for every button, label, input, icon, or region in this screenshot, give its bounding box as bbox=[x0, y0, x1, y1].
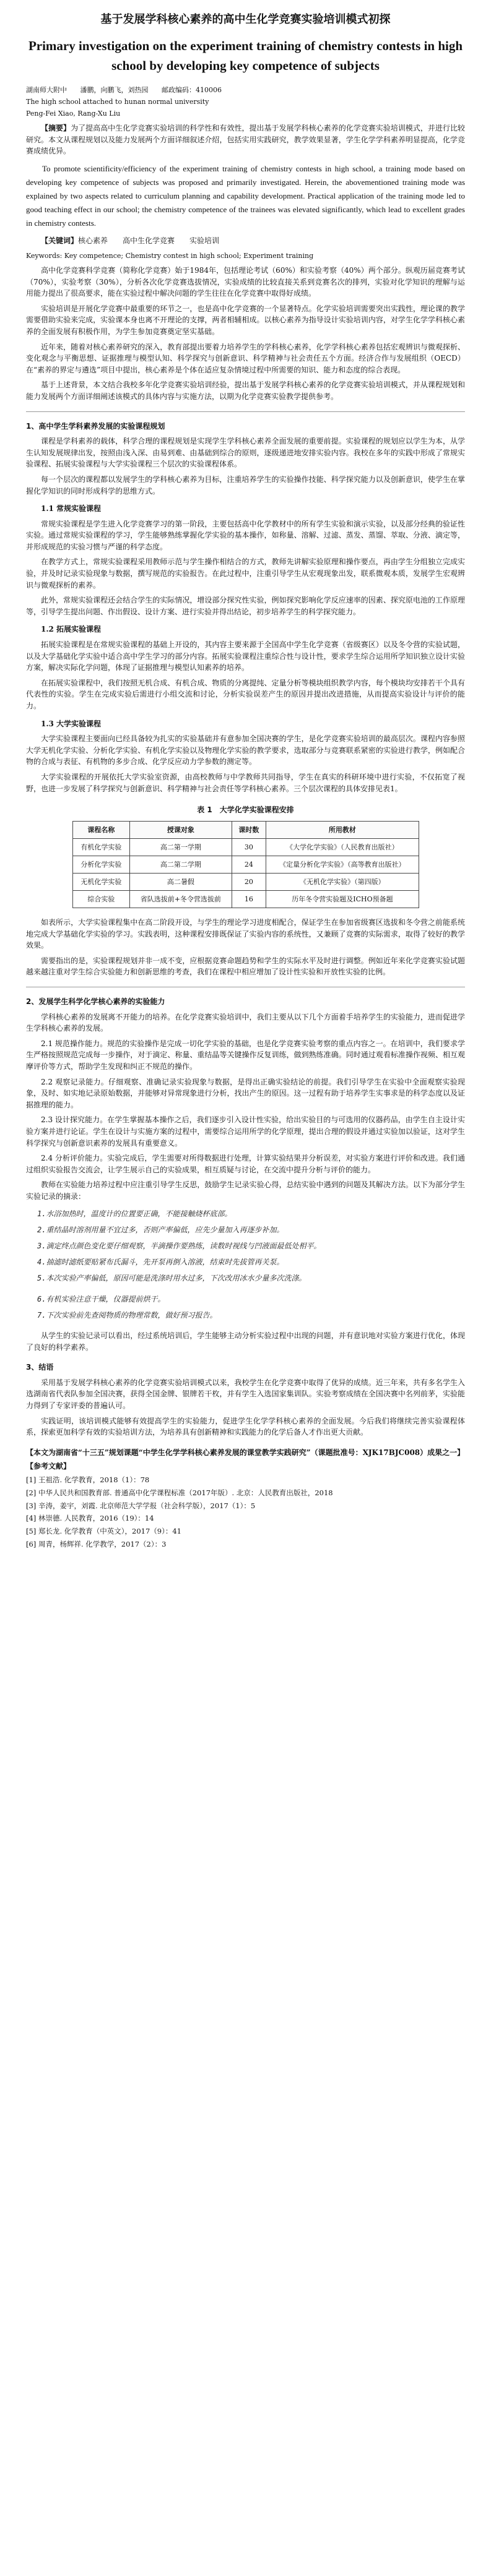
handwritten-notes bbox=[26, 1207, 465, 1285]
table-cell: 24 bbox=[232, 856, 266, 873]
intro-paragraph: 实验培训是开展化学竞赛中最重要的环节之一，也是高中化学竞赛的一个显著特点。化学实验培训需要突出实践性，理论课的教学需要借助实验来完成，实验课本身也离不开理论的支撑，两者相辅相成。以核心素养为指导设计实验培训内容，对学生化学学科核心素养的全面发展有积极作用，为学生参加竞赛奠定坚实基础。 bbox=[26, 304, 465, 336]
subsection-1-3-heading: 1.3 大学实验课程 bbox=[41, 719, 102, 728]
keywords-cn bbox=[26, 235, 465, 247]
authors-en: Peng-Fei Xiao, Rang-Xu Liu bbox=[26, 109, 121, 118]
table-cell: 《定量分析化学实验》（高等教育出版社） bbox=[266, 856, 419, 873]
reference-item: [3] 辛涛，姜宇，刘霞. 北京师范大学学报（社会科学版），2017（1）：5 bbox=[26, 1501, 256, 1510]
table-cell: 分析化学实验 bbox=[72, 856, 130, 873]
section-divider bbox=[26, 411, 465, 412]
subsection-1-2-paragraph: 在拓展实验课程中，我们按照无机合成、有机合成、物质的分离提纯、定量分析等模块组织教学内容，每个模块均安排若干个具有代表性的实验。学生在完成实验后需进行小组交流和讨论，分析实验误差产生的原因并提出改进措施，从而提高实验设计与评价的能力。 bbox=[26, 678, 465, 711]
author-line-cn bbox=[26, 85, 465, 95]
handwritten-notes-2 bbox=[26, 1292, 465, 1323]
subsection-1-2-paragraph: 拓展实验课程是在常规实验课程的基础上开设的，其内容主要来源于全国高中学生化学竞赛（省级赛区）以及冬令营的实验试题，以及大学基础化学实验中适合高中学生学习的部分内容。拓展实验课程注重综合性与设计性，要求学生综合运用所学知识独立设计实验方案，解决实际化学问题，体现了证据推理与模型认知素养的培养。 bbox=[26, 640, 465, 672]
subsection-1-1-heading: 1.1 常规实验课程 bbox=[41, 504, 102, 513]
affiliation-en: The high school attached to hunan normal university bbox=[26, 98, 209, 106]
table-header-cell: 所用教材 bbox=[266, 821, 419, 838]
handwritten-note-line: 4.抽滤时滤纸要贴紧布氏漏斗，先开泵再倒入溶液，结束时先拔管再关泵。 bbox=[37, 1257, 284, 1266]
table-cell: 20 bbox=[232, 873, 266, 890]
subsection-1-3-paragraph: 大学实验课程的开展依托大学实验室资源，由高校教师与中学教师共同指导，学生在真实的科研环境中进行实验，不仅拓宽了视野，也进一步发展了科学探究与创新意识、科学精神与社会责任等学科核心素养。三个层次课程的具体安排见表1。 bbox=[26, 772, 465, 793]
table-cell: 高二暑假 bbox=[130, 873, 232, 890]
table-cell: 有机化学实验 bbox=[72, 838, 130, 856]
table-header-cell: 课时数 bbox=[232, 821, 266, 838]
curriculum-table bbox=[72, 821, 419, 908]
table-cell: 《无机化学实验》（第四版） bbox=[266, 873, 419, 890]
reference-item: [4] 林崇德. 人民教育，2016（19）：14 bbox=[26, 1514, 154, 1523]
table-header-cell: 课程名称 bbox=[72, 821, 130, 838]
intro-paragraph: 近年来，随着对核心素养研究的深入，教育部提出要着力培养学生的学科核心素养，化学学科核心素养包括宏观辨识与微观探析、变化观念与平衡思想、证据推理与模型认知、科学探究与创新意识、科学精神与社会责任五个方面。经济合作与发展组织（OECD）在“素养的界定与遴选”项目中提出，核心素养是个体在适应复杂情境过程中所需要的知识、能力和态度的综合表现。 bbox=[26, 342, 465, 374]
after-table-paragraph: 需要指出的是，实验课程规划并非一成不变，应根据竞赛命题趋势和学生的实际水平及时进行调整。例如近年来化学竞赛实验试题越来越注重对学生综合实验能力和创新思维的考查，我们在课程中相应增加了设计性实验和开放性实验的比例。 bbox=[26, 956, 465, 977]
paper-title-cn: 基于发展学科核心素养的高中生化学竞赛实验培训模式初探 bbox=[100, 13, 391, 26]
section-1-paragraph: 每一个层次的课程都以发展学生的学科核心素养为目标，注重培养学生的实验操作技能、科学探究能力以及创新意识，使学生在掌握化学知识的同时形成科学的思维方式。 bbox=[26, 474, 465, 496]
section-2-paragraph: 从学生的实验记录可以看出，经过系统培训后，学生能够主动分析实验过程中出现的问题，并有意识地对实验方案进行优化，体现了良好的科学素养。 bbox=[26, 1331, 465, 1352]
subsection-1-2-heading: 1.2 拓展实验课程 bbox=[41, 625, 102, 634]
section-3-paragraph: 采用基于发展学科核心素养的化学竞赛实验培训模式以来，我校学生在化学竞赛中取得了优异的成绩。近三年来，共有多名学生入选湖南省代表队参加全国决赛，获得全国金牌、银牌若干枚，并有学生入选国家集训队。实验考察成绩在全国决赛中名列前茅，实验能力得到了专家评委的普遍认可。 bbox=[26, 1378, 465, 1410]
handwritten-note-line: 2.重结晶时溶剂用量不宜过多，否则产率偏低，应先少量加入再逐步补加。 bbox=[37, 1226, 284, 1235]
section-3-paragraph: 实践证明，该培训模式能够有效提高学生的实验能力，促进学生化学学科核心素养的全面发展。今后我们将继续完善实验课程体系，探索更加科学有效的实验培训方法，为培养具有创新精神和实践能力的化学后备人才作出更大贡献。 bbox=[26, 1416, 465, 1437]
section-2-paragraph: 2.4 分析评价能力。实验完成后，学生需要对所得数据进行处理，计算实验结果并分析误差，对实验方案进行评价和改进。我们通过组织实验报告交流会，让学生展示自己的实验成果，相互质疑与讨论，在交流中提升分析与评价的能力。 bbox=[26, 1154, 465, 1174]
handwritten-note-line: 6.有机实验注意干燥，仪器提前烘干。 bbox=[37, 1295, 165, 1304]
section-2-paragraph: 2.3 设计探究能力。在学生掌握基本操作之后，我们逐步引入设计性实验，给出实验目的与可选用的仪器药品，由学生自主设计实验方案并进行论证。学生在设计与实施方案的过程中，需要综合运用所学的化学原理，提出合理的假设并通过实验加以验证，这对学生科学探究与创新意识素养的发展具有重要意义。 bbox=[26, 1115, 465, 1148]
table-header-cell: 授课对象 bbox=[130, 821, 232, 838]
table-caption: 表 1 大学化学实验课程安排 bbox=[197, 805, 294, 815]
section-2-paragraph: 2.2 观察记录能力。仔细观察、准确记录实验现象与数据，是得出正确实验结论的前提。我们引导学生在实验中全面观察实验现象，及时、如实地记录原始数据，并能够对异常现象进行分析，找出产生的原因。这一过程有助于培养学生实事求是的科学态度以及证据推理的能力。 bbox=[26, 1077, 465, 1109]
reference-item: [1] 王祖浩. 化学教育，2018（1）：78 bbox=[26, 1475, 150, 1484]
table-cell: 高二第一学期 bbox=[130, 838, 232, 856]
table-cell: 30 bbox=[232, 838, 266, 856]
handwritten-note-line: 1.水浴加热时，温度计的位置要正确，不能接触烧杯底部。 bbox=[37, 1209, 232, 1219]
affiliation-cn: 湖南师大附中 bbox=[26, 85, 67, 94]
table-cell: 综合实验 bbox=[72, 890, 130, 908]
table-row bbox=[72, 838, 419, 856]
abstract-label: 【摘要】 bbox=[41, 124, 71, 133]
postcode: 邮政编码：410006 bbox=[162, 85, 222, 94]
section-2-heading: 2、发展学生科学化学核心素养的实验能力 bbox=[26, 997, 165, 1006]
paper-title-en: Primary investigation on the experiment training of chemistry contests in high school by developing key competence of subjects bbox=[28, 38, 463, 74]
table-cell: 无机化学实验 bbox=[72, 873, 130, 890]
keywords-label: 【关键词】 bbox=[41, 236, 79, 246]
authors-cn: 潘鹏，向鹏飞，刘热园 bbox=[80, 85, 149, 94]
subsection-1-1-paragraph: 常规实验课程是学生进入化学竞赛学习的第一阶段，主要包括高中化学教材中的所有学生实验和演示实验，以及部分经典的验证性实验。通过常规实验课程的学习，学生能够熟练掌握化学实验的基本操作，如称量、溶解、过滤、蒸发、蒸馏、萃取、分液、滴定等，并形成规范的实验习惯与严谨的科学态度。 bbox=[26, 519, 465, 551]
table-cell: 省队选拔前+冬令营选拔前 bbox=[130, 890, 232, 908]
handwritten-note-line: 5.本次实验产率偏低，原因可能是洗涤时用水过多，下次改用冰水少量多次洗涤。 bbox=[37, 1273, 306, 1282]
table-cell: 16 bbox=[232, 890, 266, 908]
section-2-paragraph: 2.1 规范操作能力。规范的实验操作是完成一切化学实验的基础，也是化学竞赛实验考察的重点内容之一。在培训中，我们要求学生严格按照规范完成每一步操作，对于滴定、称量、重结晶等关键操作反复训练，做到熟练准确。同时通过观看标准操作视频、相互观摩评价等方式，帮助学生发现和纠正不规范的操作。 bbox=[26, 1039, 465, 1071]
subsection-1-1-paragraph: 在教学方式上，常规实验课程采用教师示范与学生操作相结合的方式，教师先讲解实验原理和操作要点，再由学生分组独立完成实验，并及时记录实验现象与数据，撰写规范的实验报告。在此过程中，注重引导学生从宏观现象出发，联系微观本质，发展学生宏观辨识与微观探析的素养。 bbox=[26, 557, 465, 590]
intro-paragraph: 基于上述背景，本文结合我校多年化学竞赛实验培训经验，提出基于发展学科核心素养的化学竞赛实验培训模式，并从课程规划和能力发展两个方面详细阐述该模式的具体内容与实施方法，以期为化学竞赛实验教学提供参考。 bbox=[26, 380, 465, 401]
table-cell: 历年冬令营实验题及ICHO预备题 bbox=[266, 890, 419, 908]
abstract-cn bbox=[26, 122, 465, 157]
reference-item: [2] 中华人民共和国教育部. 普通高中化学课程标准（2017年版）. 北京：人民教育出版社，2018 bbox=[26, 1488, 333, 1497]
table-header-row bbox=[72, 821, 419, 838]
section-1-heading: 1、高中学生学科素养发展的实验课程规划 bbox=[26, 421, 165, 431]
keywords-cn-text: 核心素养 高中生化学竞赛 实验培训 bbox=[78, 236, 220, 246]
section-2-paragraph: 学科核心素养的发展离不开能力的培养。在化学竞赛实验培训中，我们主要从以下几个方面着手培养学生的实验能力，进而促进学生学科核心素养的发展。 bbox=[26, 1012, 465, 1033]
keywords-en: Keywords: Key competence; Chemistry contest in high school; Experiment training bbox=[26, 251, 314, 260]
subsection-1-1-paragraph: 此外，常规实验课程还会结合学生的实际情况，增设部分探究性实验，例如探究影响化学反应速率的因素、探究原电池的工作原理等，引导学生提出问题、作出假设、设计方案、进行实验并得出结论，初步培养学生的科学探究能力。 bbox=[26, 596, 465, 616]
abstract-cn-text: 为了提高高中生化学竞赛实验培训的科学性和有效性，提出基于发展学科核心素养的化学竞赛实验培训模式，并进行比较研究。本文从课程规划以及能力发展两个方面详细叙述介绍，包括实用实践研究，教学效果显著，学生化学学科素养明显提高，化学竞赛成绩优异。 bbox=[26, 124, 465, 156]
table-row bbox=[72, 856, 419, 873]
section-2-paragraph: 教师在实验能力培养过程中应注重引导学生反思，鼓励学生记录实验心得，总结实验中遇到的问题及其解决方法。以下为部分学生实验记录的摘录： bbox=[26, 1180, 465, 1201]
section-1-paragraph: 课程是学科素养的载体，科学合理的课程规划是实现学生学科核心素养全面发展的重要前提。实验课程的规划应以学生为本，从学生认知发展规律出发，按照由浅入深、由易到难、由基础到综合的原则，逐级递进地安排实验内容。我校在多年的实践中形成了常规实验课程、拓展实验课程与大学实验课程三个层次的实验课程体系。 bbox=[26, 437, 465, 469]
intro-paragraph: 高中化学竞赛科学竞赛（简称化学竞赛）始于1984年，包括理论考试（60%）和实验考察（40%）两个部分。纵观历届竞赛考试（70%），实验考察（30%），分析各次化学竞赛选拔情况，实验成绩的比较直接关系到竞赛名次的排列，实验对化学知识的理解与运用能力提出了很高要求，能在实验过程中解决问题的学生往往在化学竞赛中取得好成绩。 bbox=[26, 266, 465, 298]
table-cell: 《大学化学实验》（人民教育出版社） bbox=[266, 838, 419, 856]
reference-item: [5] 郑长龙. 化学教育（中英文），2017（9）：41 bbox=[26, 1527, 181, 1536]
handwritten-note-line: 7.下次实验前先查阅物质的物理常数，做好预习报告。 bbox=[37, 1311, 217, 1320]
reference-item: [6] 周青，杨辉祥. 化学教学，2017（2）：3 bbox=[26, 1540, 167, 1549]
subsection-1-3-paragraph: 大学实验课程主要面向已经具备较为扎实的实验基础并有意参加全国决赛的学生，是化学竞赛实验培训的最高层次。课程内容参照大学无机化学实验、分析化学实验、有机化学实验以及物理化学实验的教学要求，选取部分与竞赛联系紧密的实验进行教学，例如配合物的合成与表征、有机物的多步合成、化学反应动力学参数的测定等。 bbox=[26, 734, 465, 766]
after-table-paragraph: 如表所示，大学实验课程集中在高二阶段开设，与学生的理论学习进度相配合，保证学生在参加省级赛区选拔和冬令营之前能系统地完成大学基础化学实验的学习。实践表明，这种课程安排既保证了实验内容的系统性，又兼顾了竞赛的实际需求，取得了较好的教学效果。 bbox=[26, 918, 465, 950]
table-row bbox=[72, 873, 419, 890]
section-3-heading: 3、结语 bbox=[26, 1363, 54, 1372]
abstract-en: To promote scientificity/efficiency of the experiment training of chemistry contests in high school, a training mode based on developing key competence of subjects was proposed and primarily investigated. Herein, the abovementioned training mode was explained by two aspects related to curriculum planning and capability development. Practical application of the training mode led to good teaching effect in our school; the chemistry competence of the trainees was elevated significantly, which lead to excellent grades in chemistry contests. bbox=[26, 163, 465, 228]
handwritten-note-line: 3.滴定终点颜色变化要仔细观察，半滴操作要熟练，读数时视线与凹液面最低处相平。 bbox=[37, 1242, 321, 1251]
references-heading: 【参考文献】 bbox=[26, 1462, 71, 1471]
fund-note: 【本文为湖南省“十三五”规划课题“中学生化学学科核心素养发展的课堂教学实践研究”（课题批准号：XJK17BJC008）成果之一】 bbox=[26, 1448, 465, 1457]
table-cell: 高二第二学期 bbox=[130, 856, 232, 873]
table-row bbox=[72, 890, 419, 908]
